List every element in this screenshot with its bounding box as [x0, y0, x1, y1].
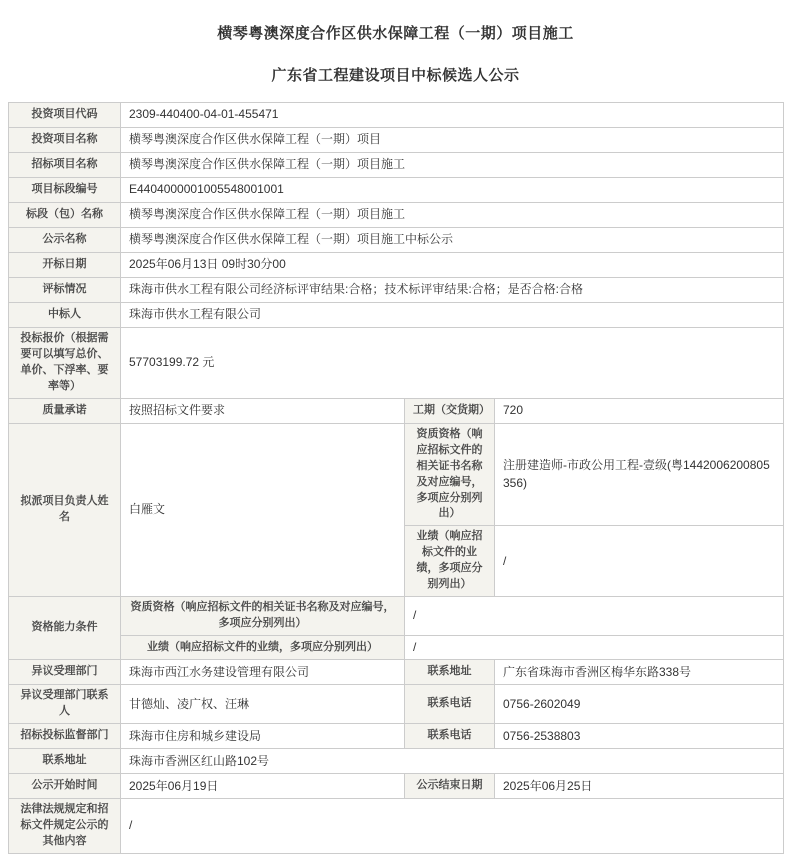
field-label-tender-project-name: 招标项目名称: [9, 153, 121, 178]
field-label-announcement-end: 公示结束日期: [405, 774, 495, 799]
field-value-construction-period: 720: [495, 398, 784, 423]
field-value-supervision-phone: 0756-2538803: [495, 724, 784, 749]
table-row: [9, 328, 784, 399]
table-row: [9, 253, 784, 278]
field-value-section-package-name: 横琴粤澳深度合作区供水保障工程（一期）项目施工: [121, 203, 784, 228]
field-value-capability-qualification: /: [405, 597, 784, 636]
field-label-winning-bidder: 中标人: [9, 303, 121, 328]
table-row: [9, 178, 784, 203]
table-row: [9, 423, 784, 526]
field-label-manager-performance: 业绩（响应招标文件的业绩，多项应分别列出）: [405, 526, 495, 597]
field-value-supervision-department: 珠海市住房和城乡建设局: [121, 724, 405, 749]
field-value-winning-bidder: 珠海市供水工程有限公司: [121, 303, 784, 328]
field-value-objection-phone: 0756-2602049: [495, 685, 784, 724]
field-label-objection-department: 异议受理部门: [9, 660, 121, 685]
field-value-capability-performance: /: [405, 636, 784, 660]
field-value-quality-commitment: 按照招标文件要求: [121, 398, 405, 423]
field-value-bid-price: 57703199.72 元: [121, 328, 784, 399]
field-label-bid-opening-date: 开标日期: [9, 253, 121, 278]
field-label-bid-price: 投标报价（根据需要可以填写总价、单价、下浮率、要率等）: [9, 328, 121, 399]
table-row: [9, 774, 784, 799]
field-label-investment-project-name: 投资项目名称: [9, 128, 121, 153]
field-value-project-section-number: E4404000001005548001001: [121, 178, 784, 203]
table-row: [9, 128, 784, 153]
field-label-objection-contact-person: 异议受理部门联系人: [9, 685, 121, 724]
field-label-objection-phone: 联系电话: [405, 685, 495, 724]
page-subtitle: 广东省工程建设项目中标候选人公示: [271, 67, 520, 84]
table-row: [9, 636, 784, 660]
field-label-investment-project-code: 投资项目代码: [9, 103, 121, 128]
table-row: [9, 799, 784, 854]
field-label-capability-performance: 业绩（响应招标文件的业绩，多项应分别列出）: [121, 636, 405, 660]
field-value-announcement-name: 横琴粤澳深度合作区供水保障工程（一期）项目施工中标公示: [121, 228, 784, 253]
field-label-manager-qualification: 资质资格（响应招标文件的相关证书名称及对应编号，多项应分别列出）: [405, 423, 495, 526]
field-value-announcement-start: 2025年06月19日: [121, 774, 405, 799]
table-row: [9, 398, 784, 423]
field-value-investment-project-code: 2309-440400-04-01-455471: [121, 103, 784, 128]
table-row: [9, 203, 784, 228]
table-row: [9, 103, 784, 128]
field-label-evaluation-status: 评标情况: [9, 278, 121, 303]
field-value-investment-project-name: 横琴粤澳深度合作区供水保障工程（一期）项目: [121, 128, 784, 153]
field-value-tender-project-name: 横琴粤澳深度合作区供水保障工程（一期）项目施工: [121, 153, 784, 178]
table-row: [9, 724, 784, 749]
field-value-announcement-end: 2025年06月25日: [495, 774, 784, 799]
field-label-objection-contact-address: 联系地址: [405, 660, 495, 685]
field-label-section-package-name: 标段（包）名称: [9, 203, 121, 228]
table-row: [9, 303, 784, 328]
field-value-manager-performance: /: [495, 526, 784, 597]
field-value-objection-contact-address: 广东省珠海市香洲区梅华东路338号: [495, 660, 784, 685]
field-label-capability-qualification: 资质资格（响应招标文件的相关证书名称及对应编号，多项应分别列出）: [121, 597, 405, 636]
table-row: [9, 278, 784, 303]
table-row: [9, 153, 784, 178]
field-label-proposed-manager: 拟派项目负责人姓名: [9, 423, 121, 596]
announcement-table: [8, 102, 784, 854]
field-label-announcement-name: 公示名称: [9, 228, 121, 253]
field-value-contact-address: 珠海市香洲区红山路102号: [121, 749, 784, 774]
page-title: 横琴粤澳深度合作区供水保障工程（一期）项目施工: [217, 25, 574, 42]
field-label-supervision-department: 招标投标监督部门: [9, 724, 121, 749]
field-label-construction-period: 工期（交货期）: [405, 398, 495, 423]
table-row: [9, 228, 784, 253]
field-value-proposed-manager: 白雁文: [121, 423, 405, 596]
field-value-other-content: /: [121, 799, 784, 854]
field-label-quality-commitment: 质量承诺: [9, 398, 121, 423]
table-row: [9, 685, 784, 724]
field-value-bid-opening-date: 2025年06月13日 09时30分00: [121, 253, 784, 278]
field-value-manager-qualification: 注册建造师-市政公用工程-壹级(粤1442006200805356): [495, 423, 784, 526]
field-label-contact-address: 联系地址: [9, 749, 121, 774]
field-label-other-content: 法律法规规定和招标文件规定公示的其他内容: [9, 799, 121, 854]
field-value-evaluation-status: 珠海市供水工程有限公司经济标评审结果:合格；技术标评审结果:合格；是否合格:合格: [121, 278, 784, 303]
field-label-qualification-capability: 资格能力条件: [9, 597, 121, 660]
table-row: [9, 749, 784, 774]
table-row: [9, 597, 784, 636]
table-row: [9, 660, 784, 685]
field-label-supervision-phone: 联系电话: [405, 724, 495, 749]
field-value-objection-contact-person: 甘德灿、凌广权、汪琳: [121, 685, 405, 724]
field-value-objection-department: 珠海市西江水务建设管理有限公司: [121, 660, 405, 685]
field-label-project-section-number: 项目标段编号: [9, 178, 121, 203]
field-label-announcement-start: 公示开始时间: [9, 774, 121, 799]
